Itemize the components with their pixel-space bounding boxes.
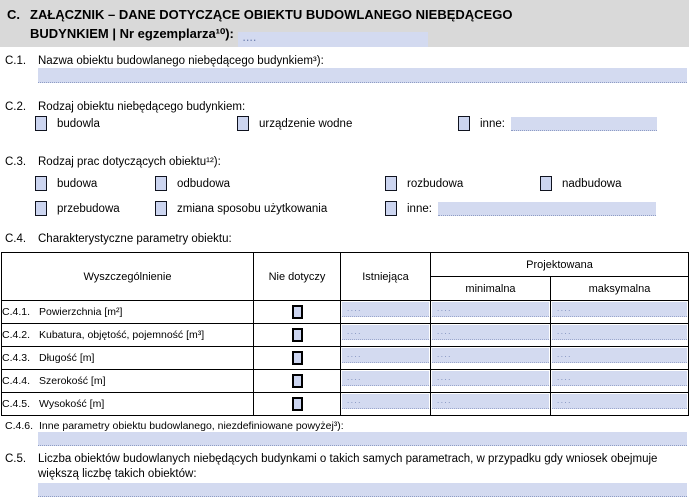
c46-label-row [5,419,685,433]
option-label: zmiana sposobu użytkowania [177,202,328,215]
c45-istniejaca-field[interactable]: .... [342,394,429,409]
column-header-maksymalna: maksymalna [551,277,689,301]
c5-label-row [5,452,685,482]
column-header-projektowana: Projektowana [431,253,689,277]
checkbox-budowla[interactable] [35,116,47,131]
c2-label: Rodzaj obiektu niebędącego budynkiem: [38,101,246,113]
c4-label: Charakterystyczne parametry obiektu: [38,233,232,245]
table-row-c43 [2,347,689,370]
c41-minimalna-field[interactable]: .... [432,302,549,317]
c2-number: C.2. [5,101,27,113]
c3-label: Rodzaj prac dotyczących obiektu¹²): [38,156,221,168]
section-title-line2: BUDYNKIEM | Nr egzemplarza¹⁰): [30,26,234,41]
c2-options-row [0,116,689,133]
option-nadbudowa [540,176,621,191]
c2-label-row [5,100,685,114]
row-number: C.4.5. [2,398,31,410]
c42-istniejaca-field[interactable]: .... [342,325,429,340]
option-label: odbudowa [177,177,231,190]
checkbox-przebudowa[interactable] [35,201,47,216]
column-header-minimalna: minimalna [431,277,551,301]
c44-minimalna-field[interactable]: .... [432,371,549,386]
c43-istniejaca-field[interactable]: .... [342,348,429,363]
table-row-c42 [2,324,689,347]
option-label: urządzenie wodne [259,117,353,130]
table-row-c41 [2,301,689,324]
section-letter: C. [7,7,20,22]
row-label: Szerokość [m] [39,375,106,387]
option-zmiana-sposobu-uzytkowania [155,201,327,216]
c5-number: C.5. [5,453,27,465]
option-label: rozbudowa [407,177,464,190]
c41-istniejaca-field[interactable]: .... [342,302,429,317]
row-number: C.4.3. [2,352,31,364]
c44-maksymalna-field[interactable]: .... [552,371,687,386]
row-label: Długość [m] [39,352,95,364]
c3-options-row2 [0,201,689,218]
option-urzadzenie-wodne [237,116,352,131]
c45-maksymalna-field[interactable]: .... [552,394,687,409]
section-title-line1: ZAŁĄCZNIK – DANE DOTYCZĄCE OBIEKTU BUDOWLANEGO NIEBĘDĄCEGO [30,7,513,22]
c1-label-row [5,54,685,68]
c43-minimalna-field[interactable]: .... [432,348,549,363]
parameters-table [1,252,689,416]
row-label: Powierzchnia [m²] [39,306,123,318]
row-label: Wysokość [m] [39,398,105,410]
checkbox-inne-c3[interactable] [385,201,397,216]
option-inne-c3 [385,201,656,216]
row-number: C.4.2. [2,329,31,341]
section-title [30,5,512,47]
option-budowa [35,176,97,191]
option-label: budowla [57,117,100,130]
nr-egzemplarza-field[interactable]: .... [238,32,428,47]
c2-inne-field[interactable] [511,117,657,131]
c3-options-row1 [0,176,689,193]
option-budowla [35,116,100,131]
c3-number: C.3. [5,156,27,168]
option-przebudowa [35,201,120,216]
c44-istniejaca-field[interactable]: .... [342,371,429,386]
checkbox-inne-c2[interactable] [458,116,470,131]
option-label: nadbudowa [562,177,622,190]
c46-label: Inne parametry obiektu budowlanego, niezdefiniowane powyżej³): [39,420,344,432]
checkbox-nie-dotyczy-c42[interactable] [292,328,303,342]
c43-maksymalna-field[interactable]: .... [552,348,687,363]
c41-maksymalna-field[interactable]: .... [552,302,687,317]
row-number: C.4.1. [2,306,31,318]
column-header-wyszczegolnienie: Wyszczególnienie [2,253,254,301]
table-row-c44 [2,370,689,393]
c5-liczba-obiektow-field[interactable] [38,483,687,497]
row-label: Kubatura, objętość, pojemność [m³] [39,329,205,341]
checkbox-urzadzenie-wodne[interactable] [237,116,249,131]
c46-number: C.4.6. [5,420,34,432]
c1-nazwa-field[interactable] [38,68,687,83]
column-header-nie-dotyczy: Nie dotyczy [254,253,341,301]
c46-inne-parametry-field[interactable] [38,432,687,446]
checkbox-odbudowa[interactable] [155,176,167,191]
option-inne-c2 [458,116,657,131]
checkbox-nie-dotyczy-c43[interactable] [292,351,303,365]
checkbox-nie-dotyczy-c45[interactable] [292,397,303,411]
option-odbudowa [155,176,230,191]
c5-label: Liczba obiektów budowlanych niebędących budynkami o takich samych parametrach, w przypadku gdy wniosek obejmuje większą liczbę takich obiektów: [38,453,658,480]
c42-minimalna-field[interactable]: .... [432,325,549,340]
option-rozbudowa [385,176,463,191]
c4-label-row [5,232,685,246]
checkbox-nadbudowa[interactable] [540,176,552,191]
row-number: C.4.4. [2,375,31,387]
checkbox-nie-dotyczy-c41[interactable] [292,305,303,319]
checkbox-budowa[interactable] [35,176,47,191]
section-c-header [0,0,689,47]
checkbox-rozbudowa[interactable] [385,176,397,191]
c1-label: Nazwa obiektu budowlanego niebędącego budynkiem³): [38,55,324,67]
checkbox-zmiana-sposobu-uzytkowania[interactable] [155,201,167,216]
table-row-c45 [2,393,689,416]
checkbox-nie-dotyczy-c44[interactable] [292,374,303,388]
c1-number: C.1. [5,55,27,67]
c4-number: C.4. [5,233,27,245]
column-header-istniejaca: Istniejąca [341,253,431,301]
c3-label-row [5,155,685,169]
option-label: przebudowa [57,202,120,215]
c3-inne-field[interactable] [438,202,656,216]
option-label: inne: [480,117,505,130]
option-label: budowa [57,177,98,190]
c45-minimalna-field[interactable]: .... [432,394,549,409]
c42-maksymalna-field[interactable]: .... [552,325,687,340]
option-label: inne: [407,202,432,215]
